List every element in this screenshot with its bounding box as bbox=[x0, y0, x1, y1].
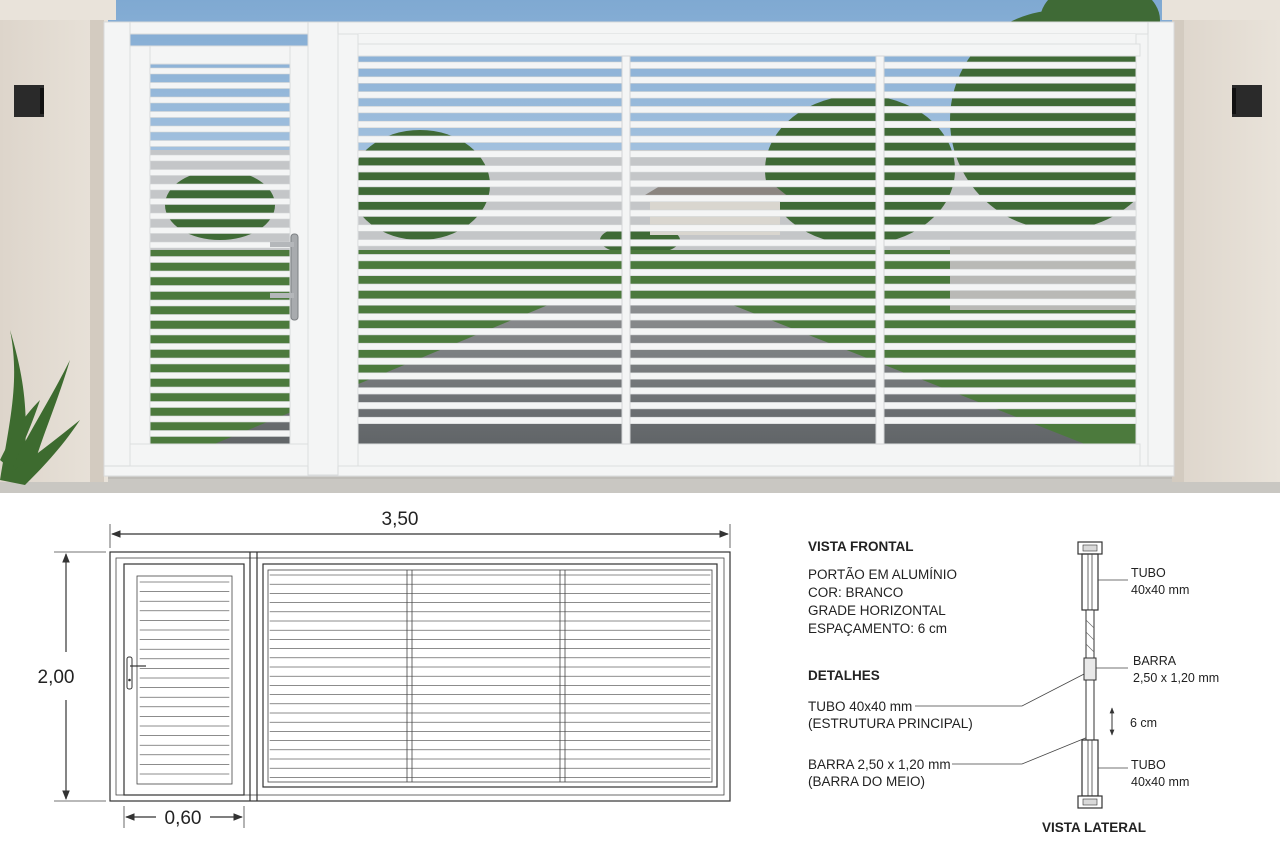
door-width-label: 0,60 bbox=[164, 808, 202, 829]
side-bar-label1: BARRA bbox=[1133, 654, 1177, 668]
gate-slat bbox=[358, 92, 1136, 99]
gate-slat bbox=[358, 240, 1136, 247]
side-view bbox=[1042, 542, 1219, 835]
door-slat bbox=[150, 97, 290, 103]
door-slat bbox=[150, 112, 290, 118]
door-slat bbox=[150, 228, 290, 234]
frontal-line-color: COR: BRANCO bbox=[808, 585, 904, 600]
door-slat bbox=[150, 68, 290, 74]
door-slat bbox=[150, 155, 290, 161]
door-slat bbox=[150, 242, 290, 248]
details-section bbox=[808, 668, 1088, 789]
door-slat bbox=[150, 416, 290, 422]
gate-slat bbox=[358, 328, 1136, 335]
wall-lamp-icon bbox=[14, 85, 44, 117]
detail-tubo-line2: (ESTRUTURA PRINCIPAL) bbox=[808, 716, 973, 731]
wall-lamp-icon bbox=[1232, 85, 1262, 117]
side-bar-middle bbox=[1084, 658, 1096, 680]
gate-slat bbox=[358, 210, 1136, 217]
detail-tubo-line1: TUBO 40x40 mm bbox=[808, 699, 913, 714]
gate-slat bbox=[358, 417, 1136, 424]
door-width-dimension bbox=[124, 806, 244, 829]
door-slat bbox=[150, 358, 290, 364]
gate-slat bbox=[358, 106, 1136, 113]
gate-slat bbox=[358, 284, 1136, 291]
frontal-line-spacing: ESPAÇAMENTO: 6 cm bbox=[808, 621, 948, 636]
width-label: 3,50 bbox=[381, 509, 419, 530]
gate-slat bbox=[358, 195, 1136, 202]
gate-mullion bbox=[876, 56, 884, 444]
right-pillar bbox=[1162, 0, 1280, 482]
frontal-view-section bbox=[808, 539, 957, 636]
detail-barra-line1: BARRA 2,50 x 1,20 mm bbox=[808, 757, 951, 772]
side-tube-top-label1: TUBO bbox=[1131, 566, 1166, 580]
gate-slat bbox=[358, 62, 1136, 69]
side-view-title: VISTA LATERAL bbox=[1042, 820, 1146, 835]
door-slat bbox=[150, 315, 290, 321]
gate-slat bbox=[358, 373, 1136, 380]
door-slat bbox=[150, 141, 290, 147]
gate-slat bbox=[358, 299, 1136, 306]
gate-slat bbox=[358, 151, 1136, 158]
door-slat bbox=[150, 373, 290, 379]
door-slat bbox=[150, 286, 290, 292]
width-dimension bbox=[110, 509, 730, 548]
side-spacing-label: 6 cm bbox=[1130, 716, 1158, 730]
gate-slat bbox=[358, 343, 1136, 350]
side-tube-top-label2: 40x40 mm bbox=[1131, 583, 1190, 597]
gate-slat bbox=[358, 166, 1136, 173]
details-title: DETALHES bbox=[808, 668, 880, 683]
drawing-door-slats bbox=[140, 582, 229, 774]
detail-barra-line2: (BARRA DO MEIO) bbox=[808, 774, 926, 789]
gate-slat bbox=[358, 388, 1136, 395]
gate-mullion bbox=[622, 56, 630, 444]
door-slat bbox=[150, 329, 290, 335]
gate-slat bbox=[358, 254, 1136, 261]
gate-slat bbox=[358, 180, 1136, 187]
door-slat bbox=[150, 257, 290, 263]
side-bar-label2: 2,50 x 1,20 mm bbox=[1133, 671, 1220, 685]
door-slat bbox=[150, 344, 290, 350]
technical-drawing bbox=[0, 493, 1280, 853]
door-slat bbox=[150, 184, 290, 190]
frontal-line-material: PORTÃO EM ALUMÍNIO bbox=[808, 567, 958, 582]
gate-slat bbox=[358, 136, 1136, 143]
door-slat bbox=[150, 126, 290, 132]
door-slat bbox=[150, 431, 290, 437]
height-label: 2,00 bbox=[37, 667, 75, 688]
gate-slat bbox=[358, 358, 1136, 365]
gate-slat bbox=[358, 269, 1136, 276]
drawing-gate-slats bbox=[270, 575, 710, 777]
gate-slat bbox=[358, 77, 1136, 84]
door-slat bbox=[150, 199, 290, 205]
gate-slat bbox=[358, 314, 1136, 321]
frontal-line-grid: GRADE HORIZONTAL bbox=[808, 603, 946, 618]
door-slat bbox=[150, 402, 290, 408]
door-slat bbox=[150, 170, 290, 176]
door-slat bbox=[150, 213, 290, 219]
door-slat bbox=[150, 387, 290, 393]
door-slat bbox=[150, 271, 290, 277]
gate-slat bbox=[358, 225, 1136, 232]
gate-elevation bbox=[110, 552, 730, 801]
side-tube-bottom-label2: 40x40 mm bbox=[1131, 775, 1190, 789]
frontal-view-title: VISTA FRONTAL bbox=[808, 539, 914, 554]
gate-slat bbox=[358, 121, 1136, 128]
door-slat bbox=[150, 83, 290, 89]
height-dimension bbox=[38, 552, 106, 801]
handle-icon bbox=[127, 657, 146, 689]
door-slat bbox=[150, 300, 290, 306]
gate-slat bbox=[358, 402, 1136, 409]
side-tube-bottom-label1: TUBO bbox=[1131, 758, 1166, 772]
